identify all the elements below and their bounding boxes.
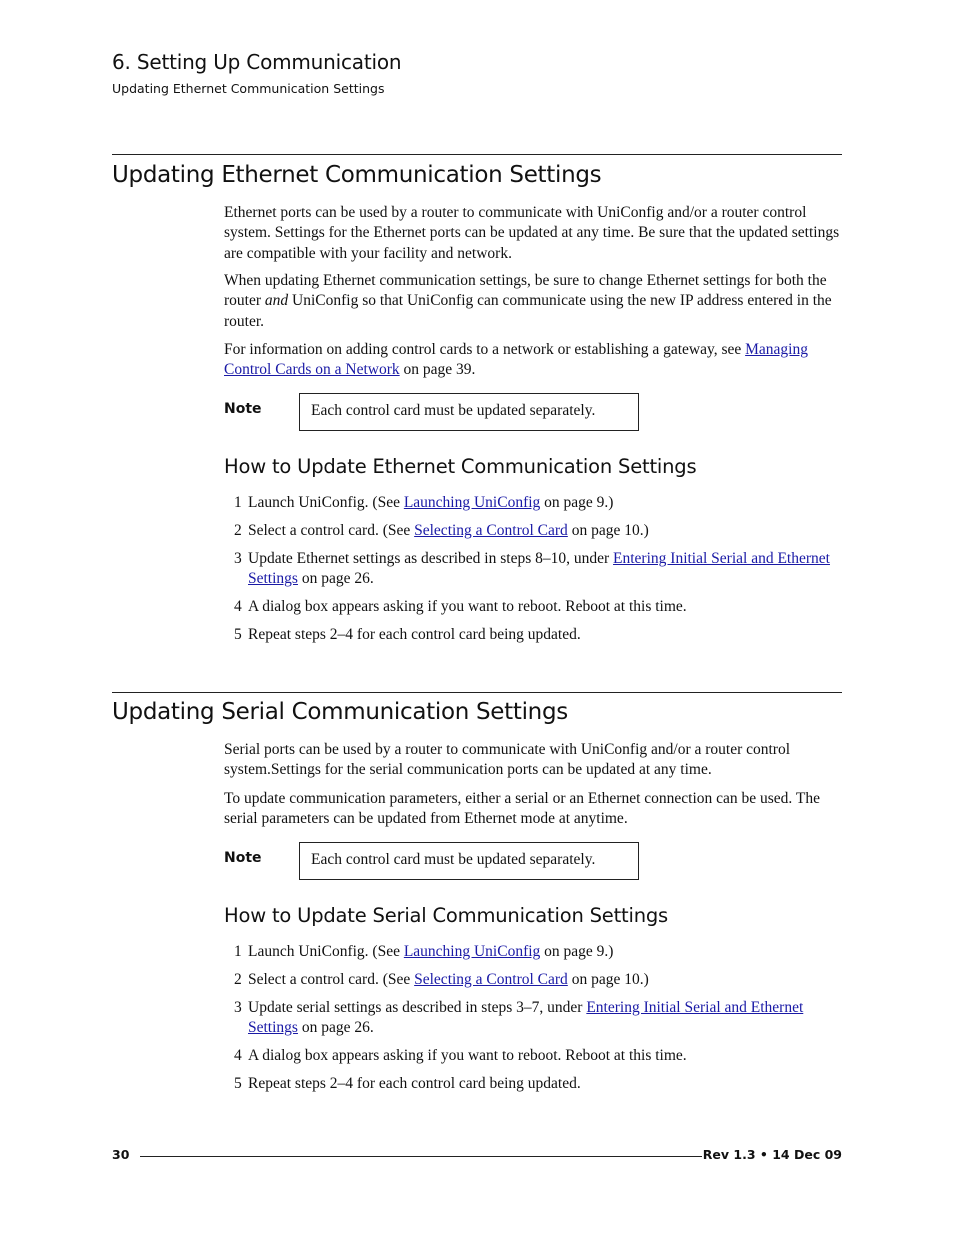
step-text: Update serial settings as described in steps 3–7, under Entering Initial Serial and Ethernet Settings on page 26.: [248, 999, 804, 1037]
list-item: [234, 493, 842, 513]
step-number: 1: [234, 494, 242, 511]
step-text: Update Ethernet settings as described in steps 8–10, under Entering Initial Serial and Ethernet Settings on page 26.: [248, 550, 830, 588]
step-text: Launch UniConfig. (See Launching UniConfig on page 9.): [248, 943, 614, 960]
note-box: [299, 842, 639, 880]
step-text: Launch UniConfig. (See Launching UniConfig on page 9.): [248, 494, 614, 511]
cross-reference-link[interactable]: Launching UniConfig: [403, 494, 541, 511]
running-section-title: Updating Ethernet Communication Settings: [112, 81, 385, 96]
list-item: [234, 521, 842, 541]
list-item: [234, 597, 842, 617]
ethernet-section-heading: Updating Ethernet Communication Settings: [112, 162, 602, 188]
serial-parameters-paragraph: To update communication parameters, either a serial or an Ethernet connection can be used. The serial parameters can be updated from Ethernet mode at anytime.: [224, 790, 821, 828]
section-divider: [112, 154, 842, 155]
section-divider: [112, 692, 842, 693]
ethernet-howto-heading: How to Update Ethernet Communication Settings: [224, 455, 697, 478]
step-number: 3: [234, 550, 242, 567]
note-text: Each control card must be updated separately.: [311, 402, 596, 419]
serial-intro-paragraph: Serial ports can be used by a router to communicate with UniConfig and/or a router control system.Settings for the serial communication ports can be updated at any time.: [224, 741, 791, 779]
step-number: 5: [234, 1075, 242, 1092]
list-item: [234, 549, 842, 590]
managing-control-cards-link[interactable]: Managing Control Cards on a Network: [224, 341, 808, 379]
cross-reference-link[interactable]: Selecting a Control Card: [414, 522, 568, 539]
list-item: [234, 1074, 842, 1094]
step-number: 5: [234, 626, 242, 643]
cross-reference-link[interactable]: Launching UniConfig: [403, 943, 541, 960]
list-item: [234, 625, 842, 645]
list-item: [234, 1046, 842, 1066]
page-number: 30: [112, 1147, 130, 1162]
cross-reference-link[interactable]: Entering Initial Serial and Ethernet Settings: [248, 999, 804, 1037]
step-number: 1: [234, 943, 242, 960]
serial-howto-heading: How to Update Serial Communication Settings: [224, 904, 668, 927]
note-box: [299, 393, 639, 431]
cross-reference-link[interactable]: Selecting a Control Card: [414, 971, 568, 988]
serial-section-heading: Updating Serial Communication Settings: [112, 699, 568, 725]
note-text: Each control card must be updated separately.: [311, 851, 596, 868]
footer-rule: [140, 1156, 702, 1157]
cross-reference-link[interactable]: Entering Initial Serial and Ethernet Settings: [248, 550, 830, 588]
list-item: [234, 942, 842, 962]
note-label: Note: [224, 850, 262, 866]
step-text: Repeat steps 2–4 for each control card being updated.: [248, 1075, 581, 1092]
revision-date: Rev 1.3 • 14 Dec 09: [702, 1147, 842, 1162]
step-text: Repeat steps 2–4 for each control card being updated.: [248, 626, 581, 643]
note-label: Note: [224, 401, 262, 417]
step-text: Select a control card. (See Selecting a Control Card on page 10.): [248, 522, 649, 539]
chapter-title: 6. Setting Up Communication: [112, 50, 402, 74]
step-number: 2: [234, 522, 242, 539]
list-item: [234, 970, 842, 990]
step-number: 2: [234, 971, 242, 988]
list-item: [234, 998, 842, 1039]
step-number: 3: [234, 999, 242, 1016]
step-text: Select a control card. (See Selecting a Control Card on page 10.): [248, 971, 649, 988]
step-number: 4: [234, 598, 242, 615]
ethernet-reference-paragraph: For information on adding control cards to a network or establishing a gateway, see Managing Control Cards on a Network on page 39.: [224, 341, 808, 379]
step-number: 4: [234, 1047, 242, 1064]
step-text: A dialog box appears asking if you want to reboot. Reboot at this time.: [248, 598, 687, 615]
step-text: A dialog box appears asking if you want to reboot. Reboot at this time.: [248, 1047, 687, 1064]
ethernet-intro-paragraph: Ethernet ports can be used by a router to communicate with UniConfig and/or a router control system. Settings for the Ethernet ports can be updated at any time. Be sure that the updated settings are compatible with your facility and network.: [224, 204, 840, 262]
ethernet-router-paragraph: When updating Ethernet communication settings, be sure to change Ethernet settings for both the router and UniConfig so that UniConfig can communicate using the new IP address entered in the router.: [224, 272, 832, 330]
